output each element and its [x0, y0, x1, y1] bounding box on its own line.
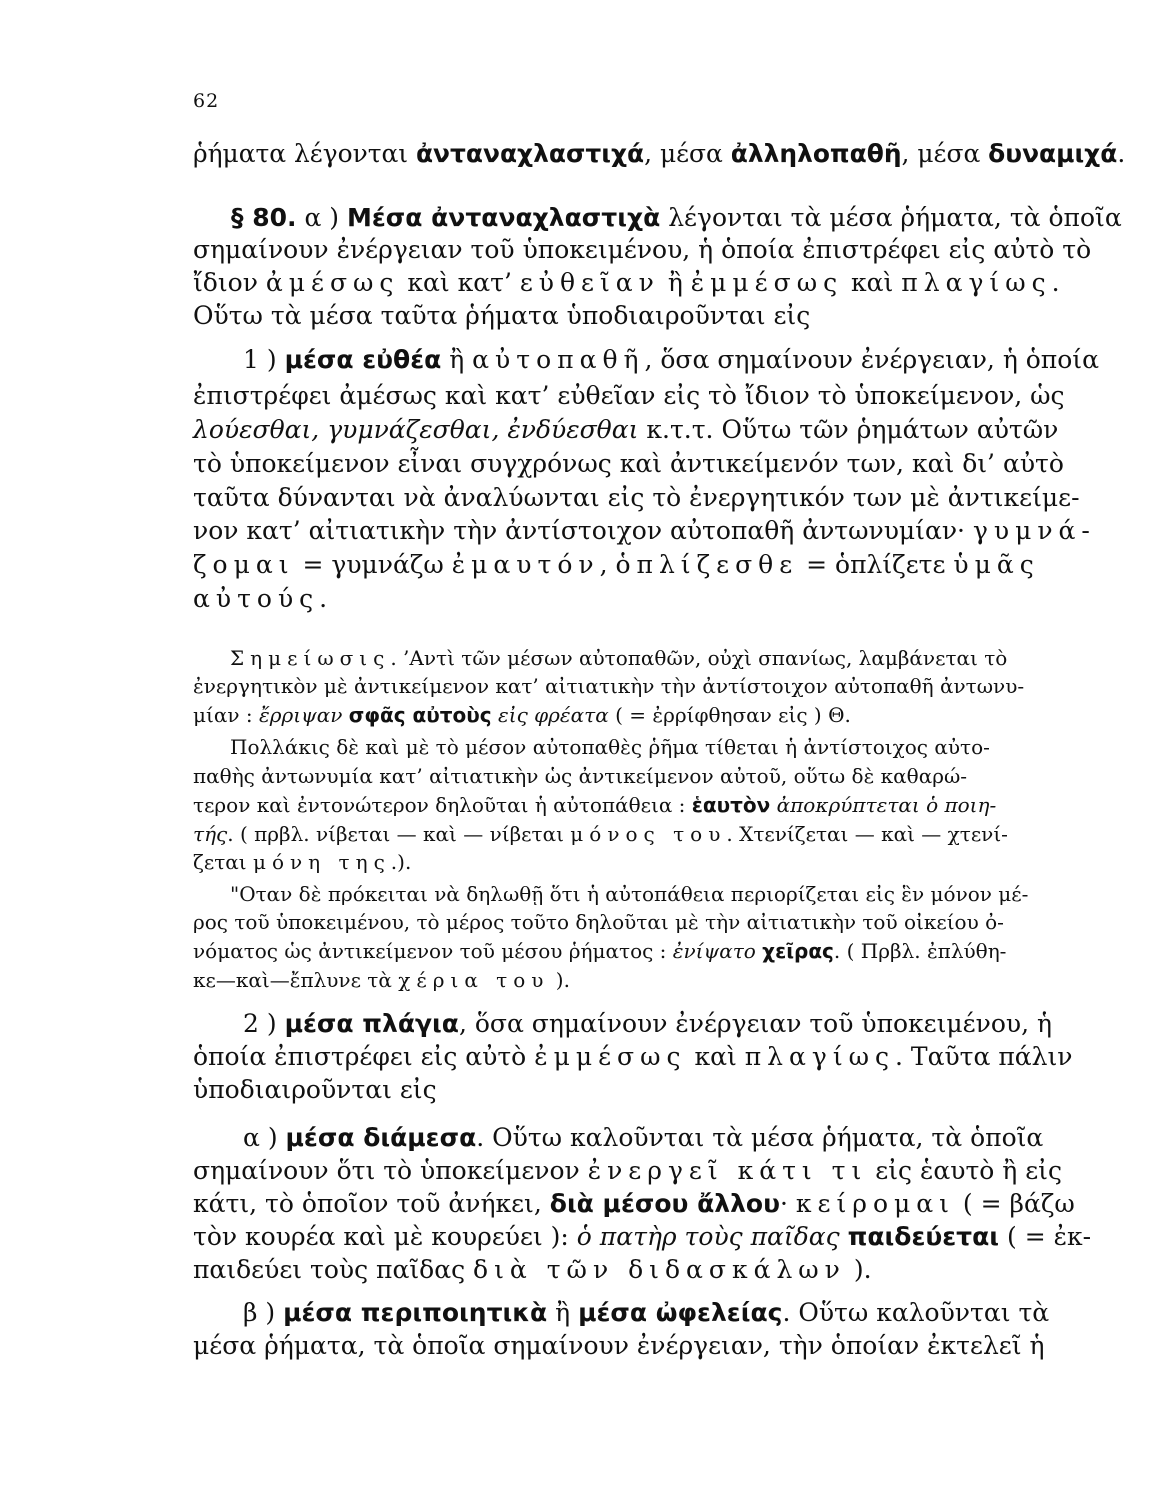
text-line: κάτι, τὸ ὁποῖον τοῦ ἀνήκει, διὰ μέσου ἄλλου· κείρομαι ( = βάζω — [193, 1189, 1075, 1218]
note-line: τερον καὶ ἐντονώτερον δηλοῦται ἡ αὐτοπάθεια : ἑαυτὸν ἀποκρύπτεται ὁ ποιη- — [193, 793, 997, 817]
text-line: σημαίνουν ὅτι τὸ ὑποκείμενον ἐνεργεῖ κάτι τι εἰς ἑαυτὸ ἢ εἰς — [193, 1156, 1062, 1185]
text-line: ὁποία ἐπιστρέφει εἰς αὐτὸ ἐμμέσως καὶ πλαγίως. Ταῦτα πάλιν — [193, 1042, 1073, 1071]
text-line: ταῦτα δύνανται νὰ ἀναλύωνται εἰς τὸ ἐνεργητικόν των μὲ ἀντικείμε- — [193, 483, 1080, 512]
text-line: ἐπιστρέφει ἀμέσως καὶ κατ’ εὐθεῖαν εἰς τὸ ἴδιον τὸ ὑποκείμενον, ὡς — [193, 381, 1065, 410]
text-line: σημαίνουν ἐνέργειαν τοῦ ὑποκειμένου, ἡ ὁποία ἐπιστρέφει εἰς αὐτὸ τὸ — [193, 235, 1092, 264]
list-item-line: 2 ) μέσα πλάγια, ὅσα σημαίνουν ἐνέργειαν τοῦ ὑποκειμένου, ἡ — [243, 1009, 1052, 1038]
text-line: ἴδιον ἀμέσως καὶ κατ’ εὐθεῖαν ἢ ἐμμέσως καὶ πλαγίως. — [193, 268, 1060, 297]
text-line: Οὕτω τὰ μέσα ταῦτα ῥήματα ὑποδιαιροῦνται εἰς — [193, 301, 811, 330]
text-line: νον κατ’ αἰτιατικὴν τὴν ἀντίστοιχον αὐτοπαθῆ ἀντωνυμίαν· γυμνά- — [193, 516, 1096, 545]
note-line: νόματος ὡς ἀντικείμενον τοῦ μέσου ῥήματος : ἐνίψατο χεῖρας. ( Πρβλ. ἐπλύθη- — [193, 939, 1007, 963]
note-line: Πολλάκις δὲ καὶ μὲ τὸ μέσον αὐτοπαθὲς ῥῆμα τίθεται ἡ ἀντίστοιχος αὐτο- — [230, 735, 990, 759]
text-line: ζομαι = γυμνάζω ἐμαυτόν, ὁπλίζεσθε = ὁπλίζετε ὑμᾶς — [193, 550, 1040, 579]
list-item-line: α ) μέσα διάμεσα. Οὕτω καλοῦνται τὰ μέσα ῥήματα, τὰ ὁποῖα — [243, 1123, 1044, 1152]
text-line: ῥήματα λέγονται ἀνταναχλαστιχά, μέσα ἀλληλοπαθῆ, μέσα δυναμιχά. — [193, 139, 1126, 168]
note-line: Σημείωσις. ’Αντὶ τῶν μέσων αὐτοπαθῶν, οὐχὶ σπανίως, λαμβάνεται τὸ — [230, 646, 1008, 670]
page-number: 62 — [193, 90, 220, 112]
note-line: ζεται μόνη της.). — [193, 850, 412, 874]
text-line: τὸν κουρέα καὶ μὲ κουρεύει ): ὁ πατὴρ τοὺς παῖδας παιδεύεται ( = ἐκ- — [193, 1222, 1092, 1251]
note-line: παθὴς ἀντωνυμία κατ’ αἰτιατικὴν ὡς ἀντικείμενον αὐτοῦ, οὕτω δὲ καθαρώ- — [193, 764, 968, 788]
note-line: ρος τοῦ ὑποκειμένου, τὸ μέρος τοῦτο δηλοῦται μὲ τὴν αἰτιατικὴν τοῦ οἰκείου ὀ- — [193, 910, 1004, 934]
note-line: μίαν : ἔρριψαν σφᾶς αὐτοὺς εἰς φρέατα ( = ἐρρίφθησαν εἰς ) Θ. — [193, 703, 851, 727]
note-line: τής. ( πρβλ. νίβεται — καὶ — νίβεται μόνος του. Χτενίζεται — καὶ — χτενί- — [193, 822, 1008, 846]
text-line: τὸ ὑποκείμενον εἶναι συγχρόνως καὶ ἀντικείμενόν των, καὶ δι’ αὐτὸ — [193, 449, 1064, 478]
list-item-line: 1 ) μέσα εὐθέα ἢ αὐτοπαθῆ, ὅσα σημαίνουν ἐνέργειαν, ἡ ὁποία — [243, 345, 1099, 374]
text-line: λούεσθαι, γυμνάζεσθαι, ἐνδύεσθαι κ.τ.τ. Οὕτω τῶν ῥημάτων αὐτῶν — [193, 415, 1059, 444]
text-line: αὐτούς. — [193, 584, 328, 613]
list-item-line: β ) μέσα περιποιητικὰ ἢ μέσα ὠφελείας. Οὕτω καλοῦνται τὰ — [243, 1298, 1050, 1327]
section-heading-line: § 80. α ) Μέσα ἀνταναχλαστιχὰ λέγονται τὰ μέσα ῥήματα, τὰ ὁποῖα — [231, 203, 1122, 232]
note-line: "Οταν δὲ πρόκειται νὰ δηλωθῇ ὅτι ἡ αὐτοπάθεια περιορίζεται εἰς ἓν μόνον μέ- — [230, 882, 1029, 906]
text-line: μέσα ῥήματα, τὰ ὁποῖα σημαίνουν ἐνέργειαν, τὴν ὁποίαν ἐκτελεῖ ἡ — [193, 1331, 1045, 1360]
text-line: παιδεύει τοὺς παῖδας διὰ τῶν διδασκάλων ). — [193, 1255, 872, 1284]
text-line: ὑποδιαιροῦνται εἰς — [193, 1075, 437, 1104]
note-line: ἐνεργητικὸν μὲ ἀντικείμενον κατ’ αἰτιατικὴν τὴν ἀντίστοιχον αὐτοπαθῆ ἀντωνυ- — [193, 674, 1025, 698]
note-line: κε—καὶ—ἔπλυνε τὰ χέρια του ). — [193, 968, 570, 992]
